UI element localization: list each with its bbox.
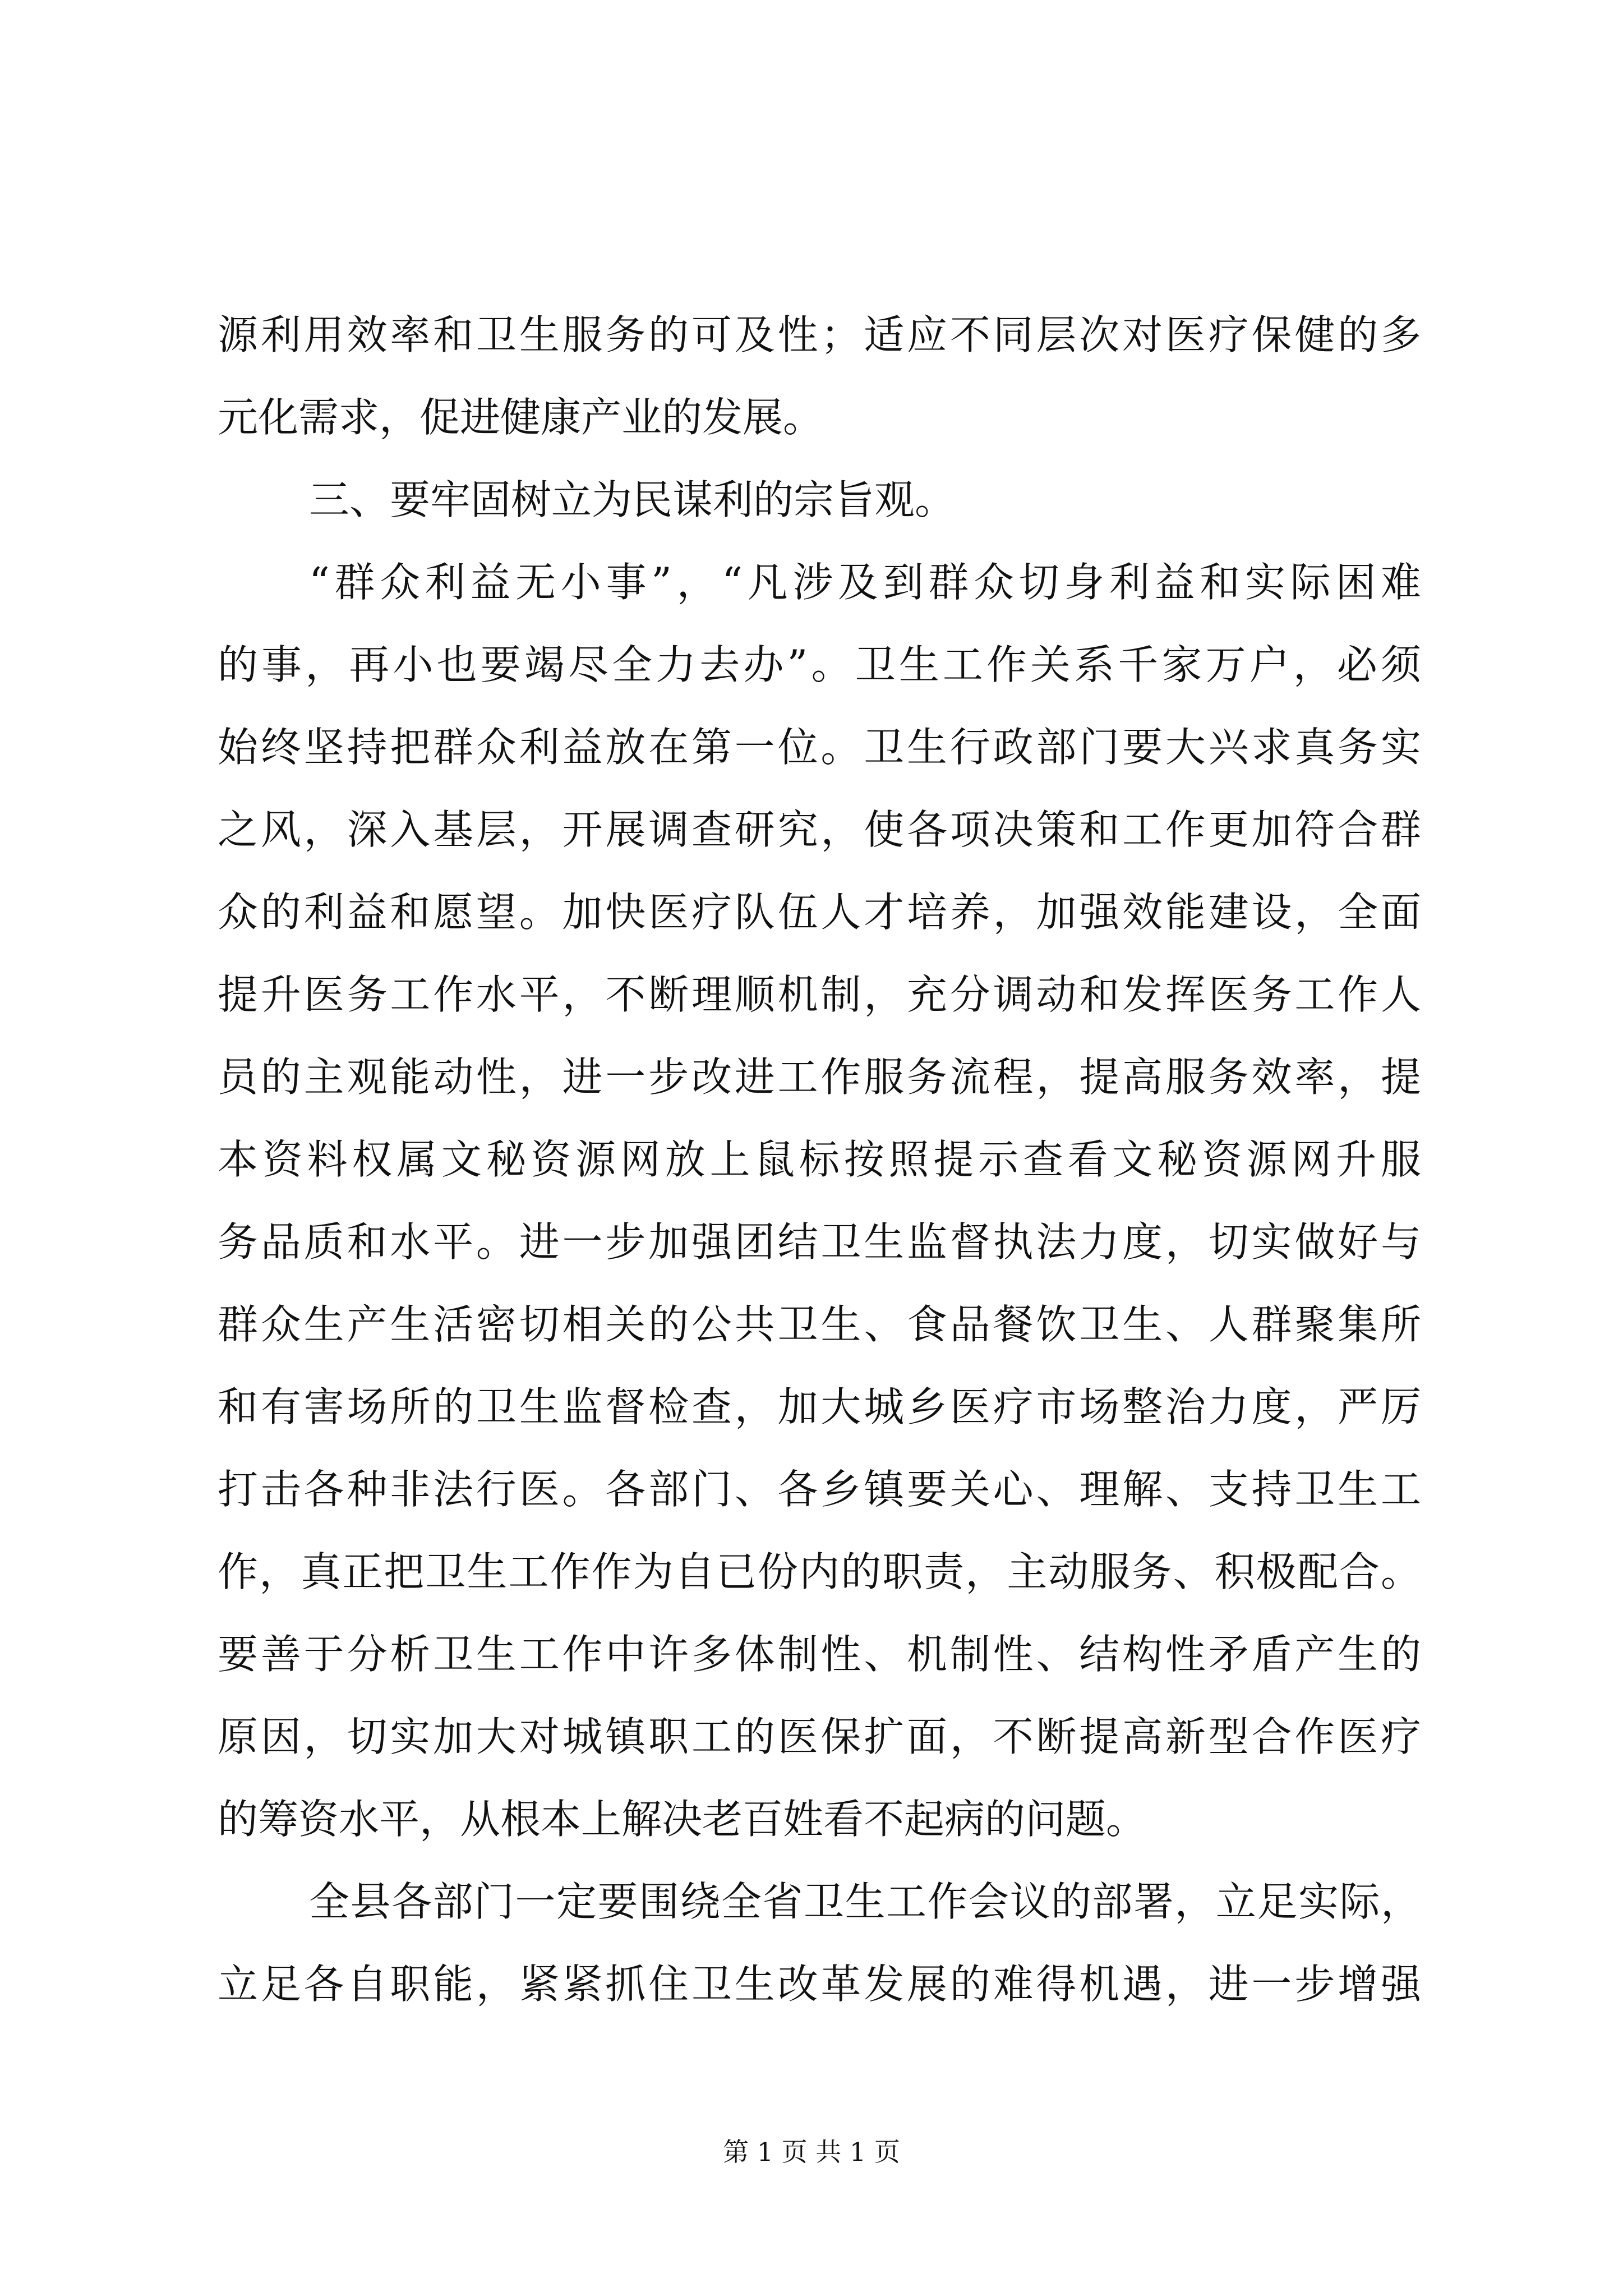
text-line: 三、要牢固树立为民谋利的宗旨观。 xyxy=(309,476,956,523)
text-line: 本资料权属文秘资源网放上鼠标按照提示查看文秘资源网升服 xyxy=(218,1136,1421,1183)
text-line: 元化需求，促进健康产业的发展。 xyxy=(218,394,824,441)
text-line: 的筹资水平，从根本上解决老百姓看不起病的问题。 xyxy=(218,1796,1147,1843)
text-line: 全县各部门一定要围绕全省卫生工作会议的部署，立足实际， xyxy=(309,1878,1421,1925)
text-line: 原因，切实加大对城镇职工的医保扩面，不断提高新型合作医疗 xyxy=(218,1713,1421,1760)
paragraph xyxy=(218,294,1421,459)
section-heading xyxy=(218,459,1421,541)
document-body xyxy=(218,294,1421,2026)
paragraph xyxy=(218,541,1421,1861)
text-line: 提升医务工作水平，不断理顺机制，充分调动和发挥医务工作人 xyxy=(218,971,1421,1018)
text-line: 始终坚持把群众利益放在第一位。卫生行政部门要大兴求真务实 xyxy=(218,724,1421,771)
text-line: 立足各自职能，紧紧抓住卫生改革发展的难得机遇，进一步增强 xyxy=(218,1961,1421,2008)
text-line: 之风，深入基层，开展调查研究，使各项决策和工作更加符合群 xyxy=(218,806,1421,853)
page-footer: 第 1 页 共 1 页 xyxy=(723,2137,900,2167)
text-line: 员的主观能动性，进一步改进工作服务流程，提高服务效率，提 xyxy=(218,1053,1421,1101)
text-line: 打击各种非法行医。各部门、各乡镇要关心、理解、支持卫生工 xyxy=(218,1466,1421,1513)
text-line: 群众生产生活密切相关的公共卫生、食品餐饮卫生、人群聚集所 xyxy=(218,1301,1421,1348)
text-line: 众的利益和愿望。加快医疗队伍人才培养，加强效能建设，全面 xyxy=(218,889,1421,936)
text-line: 要善于分析卫生工作中许多体制性、机制性、结构性矛盾产生的 xyxy=(218,1631,1421,1678)
text-line: 的事，再小也要竭尽全力去办”。卫生工作关系千家万户，必须 xyxy=(218,641,1421,688)
text-line: 和有害场所的卫生监督检查，加大城乡医疗市场整治力度，严厉 xyxy=(218,1383,1421,1430)
text-line: “群众利益无小事”，“凡涉及到群众切身利益和实际困难 xyxy=(309,559,1421,606)
text-line: 作，真正把卫生工作作为自已份内的职责，主动服务、积极配合。 xyxy=(218,1548,1421,1595)
paragraph xyxy=(218,1861,1421,2026)
text-line: 源利用效率和卫生服务的可及性；适应不同层次对医疗保健的多 xyxy=(218,311,1421,358)
text-line: 务品质和水平。进一步加强团结卫生监督执法力度，切实做好与 xyxy=(218,1218,1421,1266)
